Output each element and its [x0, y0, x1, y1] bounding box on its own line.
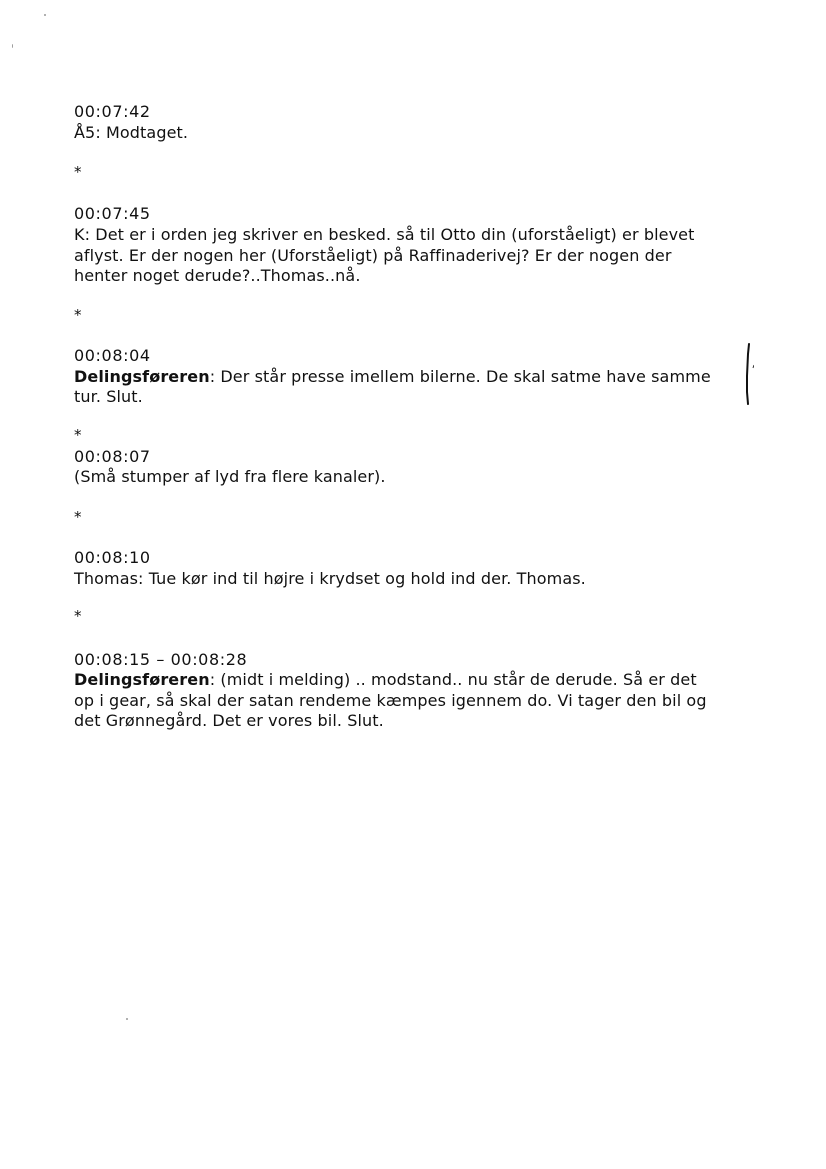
separator-star: *: [74, 508, 82, 526]
transcript-line: [74, 366, 711, 387]
timestamp: 00:07:45: [74, 204, 151, 223]
speaker-name: Delingsføreren: [74, 367, 210, 386]
timestamp: 00:08:10: [74, 548, 151, 567]
transcript-line: Å5: Modtaget.: [74, 123, 189, 142]
timestamp: 00:08:15 – 00:08:28: [74, 650, 248, 669]
separator-star: *: [74, 306, 82, 324]
transcript-line: [74, 669, 697, 690]
timestamp: 00:08:07: [74, 447, 151, 466]
transcript-line: henter noget derude?..Thomas..nå.: [74, 266, 361, 285]
separator-star: *: [74, 607, 82, 625]
timestamp: 00:08:04: [74, 346, 151, 365]
transcript-line: op i gear, så skal der satan rendeme kæmpes igennem do. Vi tager den bil og: [74, 691, 707, 710]
margin-bracket-mark: [744, 342, 754, 406]
timestamp: 00:07:42: [74, 102, 151, 121]
separator-star: *: [74, 426, 82, 444]
scan-speck: [44, 14, 46, 16]
speaker-name: Delingsføreren: [74, 670, 210, 689]
transcript-line: aflyst. Er der nogen her (Uforståeligt) på Raffinaderivej? Er der nogen der: [74, 246, 672, 265]
transcript-line: (Små stumper af lyd fra flere kanaler).: [74, 467, 386, 486]
transcript-line: det Grønnegård. Det er vores bil. Slut.: [74, 711, 384, 730]
transcript-line: Thomas: Tue kør ind til højre i krydset og hold ind der. Thomas.: [74, 569, 586, 588]
transcript-line: tur. Slut.: [74, 387, 143, 406]
speech-text: : Der står presse imellem bilerne. De skal satme have samme: [209, 367, 711, 386]
separator-star: *: [74, 163, 82, 181]
speech-text: : (midt i melding) .. modstand.. nu står de derude. Så er det: [209, 670, 697, 689]
transcript-line: K: Det er i orden jeg skriver en besked. så til Otto din (uforståeligt) er blevet: [74, 225, 695, 244]
scan-speck: [126, 1018, 128, 1020]
scan-speck: [12, 44, 13, 48]
